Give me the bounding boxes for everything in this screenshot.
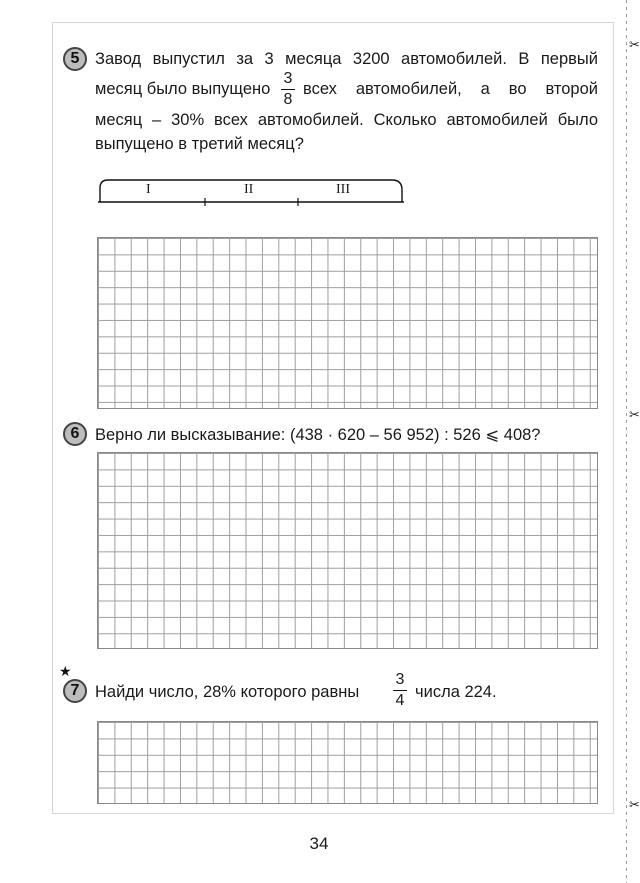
task-6-answer-grid[interactable] [97, 452, 598, 649]
scissors-icon: ✂ [629, 798, 640, 813]
task-7-answer-grid[interactable] [97, 721, 598, 804]
page-number: 34 [309, 834, 329, 853]
task-5-number-badge: 5 [63, 47, 87, 71]
fraction-bar [281, 89, 295, 90]
task-7-number-badge: 7 [63, 679, 87, 703]
segment-label-1: I [146, 182, 151, 197]
cut-line [626, 0, 627, 883]
task-7-text-a: Найди число, 28% которого равны [95, 683, 360, 701]
segment-label-2: II [244, 182, 254, 197]
task-6-text: Верно ли высказывание: (438 · 620 – 56 952) : 526 ⩽ 408? [95, 426, 541, 444]
segment-label-3: III [336, 182, 350, 197]
fraction-denominator: 4 [395, 692, 405, 709]
fraction-numerator: 3 [395, 671, 405, 688]
fraction-numerator: 3 [283, 70, 293, 87]
task-7-fraction [393, 671, 407, 710]
star-icon: ★ [59, 664, 72, 680]
fraction-bar [393, 690, 407, 691]
task-5-line-1: Завод выпустил за 3 месяца 3200 автомобилей. В первый [95, 50, 598, 68]
scissors-icon: ✂ [629, 408, 640, 423]
task-5-line-3: месяц – 30% всех автомобилей. Сколько автомобилей было [95, 111, 598, 129]
scissors-icon: ✂ [629, 38, 640, 53]
task-5-answer-grid[interactable] [97, 237, 598, 409]
task-5-fraction [281, 70, 295, 109]
task-5-line-4: выпущено в третий месяц? [95, 135, 304, 153]
fraction-denominator: 8 [283, 91, 293, 108]
task-5-line-2a: месяц было выпущено [95, 80, 271, 98]
task-6-number-badge: 6 [63, 422, 87, 446]
task-5-line-2b: всех автомобилей, а во второй [303, 80, 598, 98]
task-7-text-b: числа 224. [415, 683, 497, 701]
